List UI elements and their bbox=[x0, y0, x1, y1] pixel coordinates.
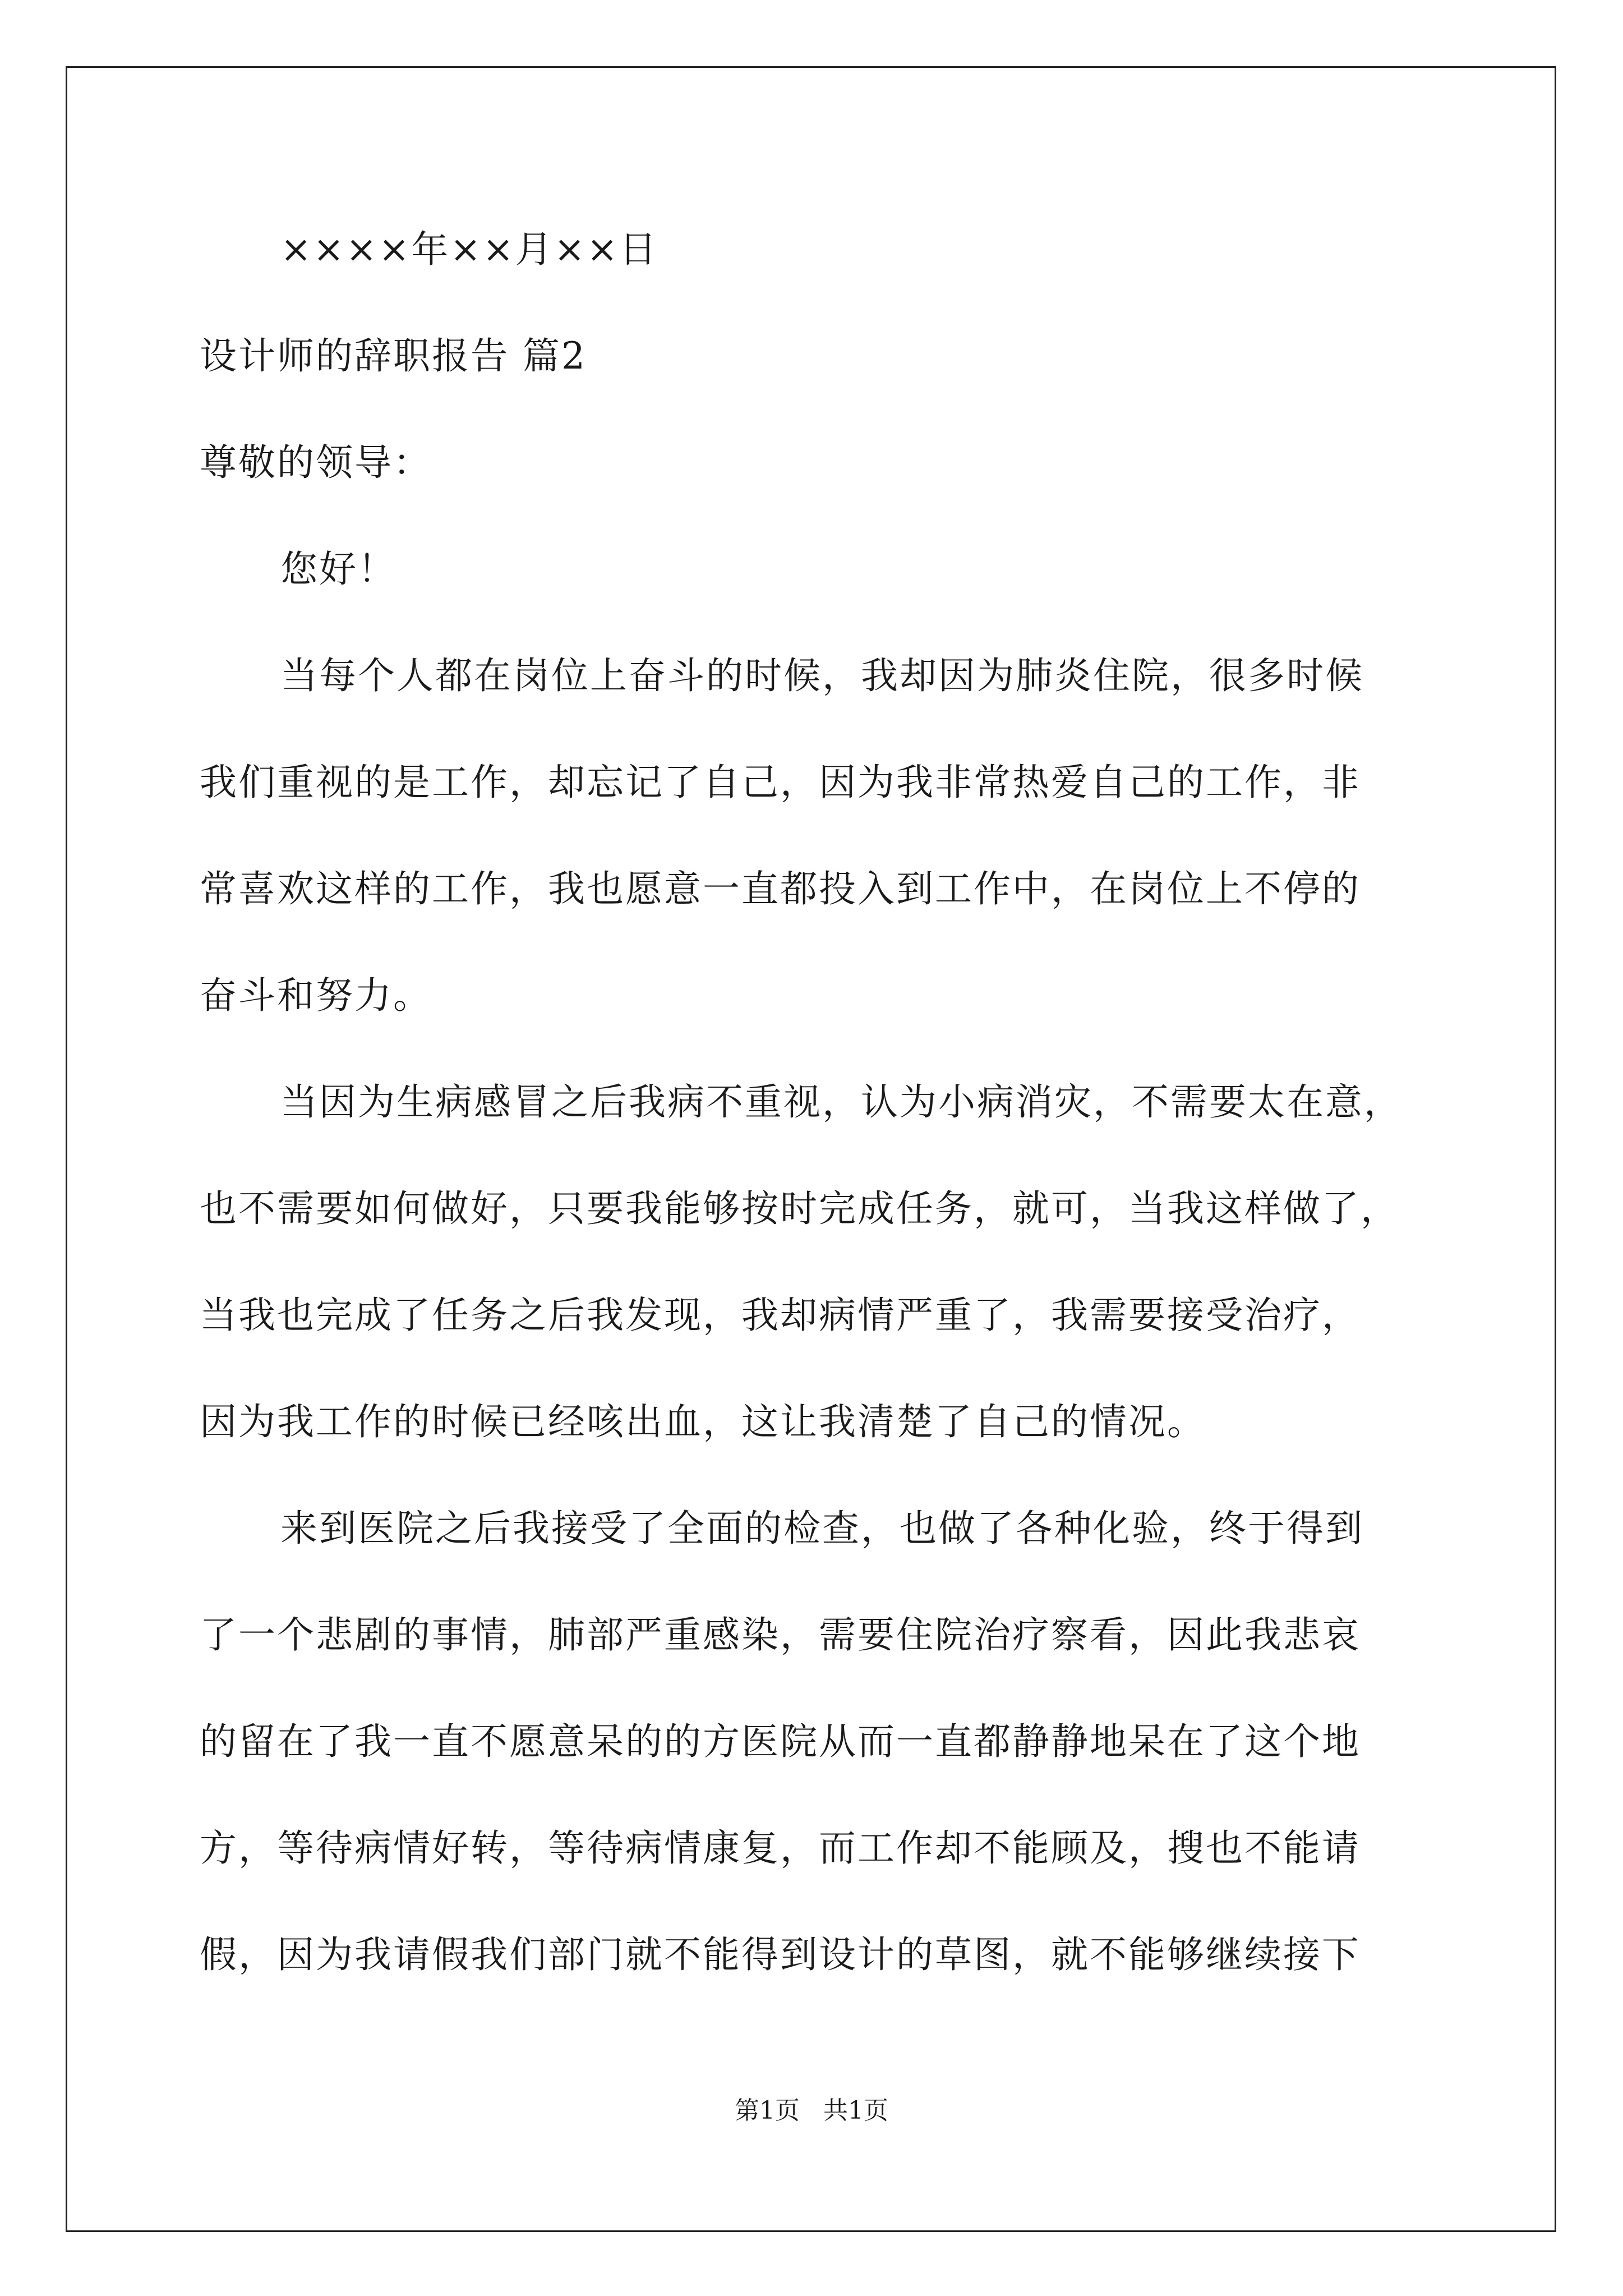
body-line: 来到医院之后我接受了全面的检查，也做了各种化验，终于得到 bbox=[280, 1507, 1364, 1550]
date-line: ××××年××月××日 bbox=[280, 228, 658, 271]
body-line: 奋斗和努力。 bbox=[200, 974, 432, 1017]
body-line: 假，因为我请假我们部门就不能得到设计的草图，就不能够继续接下 bbox=[200, 1933, 1361, 1976]
salutation: 尊敬的领导： bbox=[200, 441, 432, 484]
body-line: 的留在了我一直不愿意呆的的方医院从而一直都静静地呆在了这个地 bbox=[200, 1720, 1361, 1763]
body-line: 当因为生病感冒之后我病不重视，认为小病消灾，不需要太在意， bbox=[280, 1080, 1403, 1124]
body-line: 因为我工作的时候已经咳出血，这让我清楚了自己的情况。 bbox=[200, 1400, 1206, 1443]
body-line: 我们重视的是工作，却忘记了自己，因为我非常热爱自己的工作，非 bbox=[200, 761, 1361, 804]
section-title: 设计师的辞职报告 篇2 bbox=[200, 334, 587, 378]
body-line: 常喜欢这样的工作，我也愿意一直都投入到工作中，在岗位上不停的 bbox=[200, 867, 1361, 910]
body-line: 当我也完成了任务之后我发现，我却病情严重了，我需要接受治疗， bbox=[200, 1294, 1361, 1337]
body-line: 了一个悲剧的事情，肺部严重感染，需要住院治疗察看，因此我悲哀 bbox=[200, 1613, 1361, 1657]
body-line: 方，等待病情好转，等待病情康复，而工作却不能顾及，搜也不能请 bbox=[200, 1826, 1361, 1870]
greeting: 您好！ bbox=[280, 547, 396, 591]
body-line: 也不需要如何做好，只要我能够按时完成任务，就可，当我这样做了， bbox=[200, 1187, 1399, 1230]
page-border bbox=[66, 66, 1556, 2232]
body-line: 当每个人都在岗位上奋斗的时候，我却因为肺炎住院，很多时候 bbox=[280, 654, 1364, 697]
page-footer: 第1页 共1页 bbox=[735, 2096, 888, 2125]
